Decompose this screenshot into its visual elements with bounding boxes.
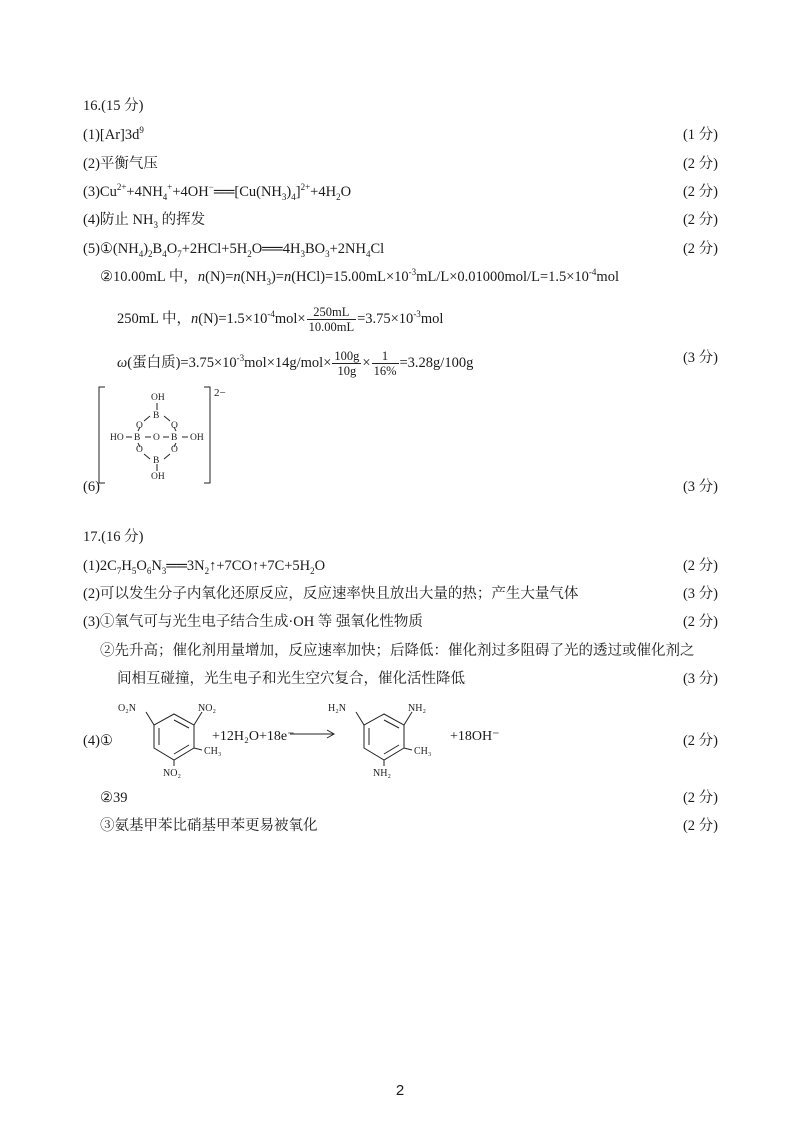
q17-part4b-score: (2 分) [682,790,718,806]
borate-b-left: B [134,433,141,443]
borate-o-right-bottom: O [171,445,178,455]
q17-part1-equation: $(1)2C_7H_5O_6N_3══3N_2↑+7CO↑+7C+5H_2O$ [83,558,326,576]
q17-part4c-score: (2 分) [682,818,718,834]
borate-oh-top: OH [151,393,165,403]
borate-b-bottom: B [153,456,160,466]
q16-part5-calc1: ②10.00mL 中，$n(N)=n(NH_3)=n(HCl)=15.00mL\times 10^{-3}mL/L\times 0.01000mol/L=1.5\times 10^{-4}mol$ [100,267,619,287]
q17-header: 17.(16 分) [83,529,144,545]
q16-part5-score: (2 分) [682,241,718,257]
tnt-no2-label: NO₂ [198,703,216,714]
q17-part4c: ③氨基甲苯比硝基甲苯更易被氧化 [100,818,318,834]
tat-nh2-label: NH₂ [408,703,426,714]
q16-part5-calc3: ω(蛋白质)$=3.75\times 10^{-3}mol\times 14g/mol\times$ $\frac{100g}{10g}$ × $\frac{1}{16\%}$ =3.28g/100g [117,349,474,378]
borate-anion-structure [96,383,236,487]
q17-part3b-line2: 间相互碰撞，光生电子和光生空穴复合，催化活性降低 [117,671,465,687]
tat-nh2-bottom-label: NH₂ [373,768,391,778]
borate-o-center: O [153,433,160,443]
q16-part3-equation: $(3)Cu^{2+}+4NH_4^++4OH^-══[Cu(NH_3)_4]^{2+}+4H_2O$ [83,182,352,202]
q16-part2: (2)平衡气压 [83,156,158,172]
q17-part2: (2)可以发生分子内氧化还原反应，反应速率快且放出大量的热；产生大量气体 [83,586,579,602]
tat-h2n-label: H₂N [328,703,346,714]
q16-part4: (4)防止 $NH_3$ 的挥发 [83,212,206,230]
borate-b-top: B [153,411,160,421]
tnt-o2n-label: O₂N [118,703,136,714]
borate-ho-left: HO [110,433,124,443]
q16-part1: $(1)[Ar]3d^9$ [83,125,144,143]
q16-part6-label: (6) [83,479,100,495]
q16-part2-score: (2 分) [682,156,718,172]
q16-header: 16.(15 分) [83,98,144,114]
q17-part3b-score: (3 分) [682,671,718,687]
tnt-ch3-label: CH₃ [204,746,222,757]
reaction-products: +18OH⁻ [450,729,500,744]
tnt-reduction-scheme [112,696,512,778]
borate-oh-right: OH [190,433,204,443]
q17-part3a-score: (2 分) [682,614,718,630]
page-number: 2 [395,1082,405,1099]
borate-o-left-top: O [136,421,143,431]
q16-part4-score: (2 分) [682,212,718,228]
tnt-no2-bottom-label: NO₂ [163,768,181,778]
borate-o-left-bottom: O [136,445,143,455]
q16-part5-equation: $(5)①(NH_4)_2B_4O_7+2HCl+5H_2O══4H_3BO_3+2NH_4Cl$ [83,241,385,259]
borate-b-right: B [171,433,178,443]
q17-part4a-label: (4)① [83,733,113,749]
borate-charge: 2− [214,387,226,399]
q17-part3a: (3)①氧气可与光生电子结合生成·OH 等 强氧化性物质 [83,614,423,630]
q16-part5b-score: (3 分) [682,350,718,366]
tat-ch3-label: CH₃ [414,746,432,757]
q16-part6-score: (3 分) [682,479,718,495]
borate-oh-bottom: OH [151,472,165,482]
q17-part2-score: (3 分) [682,586,718,602]
borate-o-right-top: O [171,421,178,431]
q16-part3-score: (2 分) [682,184,718,200]
reaction-reagents: +12H₂O+18e⁻ [212,729,295,744]
q17-part4a-score: (2 分) [682,733,718,749]
q17-part3b-line1: ②先升高；催化剂用量增加，反应速率加快；后降低：催化剂过多阻碍了光的透过或催化剂之 [100,643,695,659]
q17-part1-score: (2 分) [682,558,718,574]
q16-part5-calc2: 250mL 中，$n(N)=1.5\times 10^{-4}mol\times$ $\frac{250mL}{10.00mL}$ $=3.75\times 10^{-3}mol$ [117,305,444,334]
q17-part4b: ②39 [100,790,128,806]
q16-part1-score: (1 分) [682,127,718,143]
